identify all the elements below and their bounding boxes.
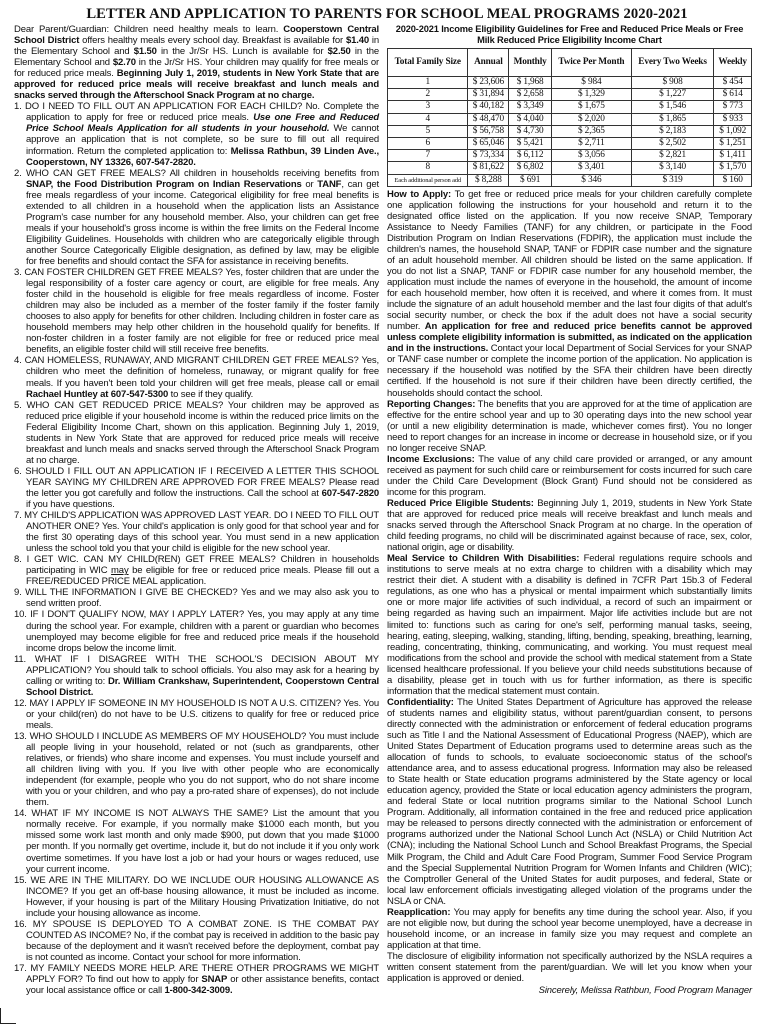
table-cell: $ 3,140 xyxy=(631,162,714,174)
table-cell: $ 1,865 xyxy=(631,113,714,125)
faq-item-7: 7. MY CHILD'S APPLICATION WAS APPROVED LAST YEAR. DO I NEED TO FILL OUT ANOTHER ONE? Yes. Your child's application is only good for that school year and for the first 30 operating days of this school year. You must send in a new application unless the school told you that your child is eligible for the new school year. xyxy=(14,510,379,555)
table-cell: $ 691 xyxy=(509,174,552,186)
table-row xyxy=(388,77,752,89)
table-cell: $ 4,730 xyxy=(509,125,552,137)
left-column xyxy=(14,24,379,996)
table-cell: $ 346 xyxy=(551,174,631,186)
table-cell: $ 3,401 xyxy=(551,162,631,174)
faq-item-8: 8. I GET WIC. CAN MY CHILD(REN) GET FREE MEALS? Children in households participating in WIC may be eligible for free or reduced price meals. Please fill out a FREE/REDUCED PRICE MEAL application. xyxy=(14,554,379,588)
table-cell: $ 2,821 xyxy=(631,150,714,162)
faq-item-4: 4. CAN HOMELESS, RUNAWAY, AND MIGRANT CHILDREN GET FREE MEALS? Yes, children who meet the definition of homeless, runaway, or migrant qualify for free meals. If you haven't been told your children will get free meals, please call or email Rachael Huntley at 607-547-5300 to see if they qualify. xyxy=(14,355,379,400)
corner-mark xyxy=(0,1008,16,1024)
faq-item-14: 14. WHAT IF MY INCOME IS NOT ALWAYS THE SAME? List the amount that you normally receive. For example, if you normally make $1000 each month, but you missed some work last month and only made $900, put down that you made $1000 per month. If you normally get overtime, include it, but do not include it if you only work overtime sometimes. If you have lost a job or had your hours or wages reduced, use your current income. xyxy=(14,808,379,875)
column-header: Every Two Weeks xyxy=(631,49,714,77)
table-cell: $ 2,502 xyxy=(631,137,714,149)
table-cell: 4 xyxy=(388,113,468,125)
table-cell: $ 56,758 xyxy=(468,125,509,137)
table-row xyxy=(388,101,752,113)
faq-item-6: 6. SHOULD I FILL OUT AN APPLICATION IF I RECEIVED A LETTER THIS SCHOOL YEAR SAYING MY CHILDREN ARE APPROVED FOR FREE MEALS? Please read the letter you got carefully and follow the instructions. Call the school at 607-547-2820 if you have questions. xyxy=(14,465,379,511)
table-cell: $ 1,968 xyxy=(509,77,552,89)
table-cell: $ 2,183 xyxy=(631,125,714,137)
table-cell: 7 xyxy=(388,150,468,162)
how-to-apply-section: How to Apply: To get free or reduced price meals for your children carefully complete one application following the instructions for your household and return it to the designated office listed on the application. If you now receive SNAP, Temporary Assistance to Needy Families (TANF) for any children, or participate in the Food Distribution Program on Indian Reservations (FDPIR), the application must include the children's names, the household SNAP, TANF or FDPIR case number and the signature of an adult household member. All children should be listed on the same application. If you do not list a SNAP, TANF or FDPIR case number for any household member, the application must include the names of everyone in the household, the amount of income for each household member, how often it is received, and where it comes from. It must include the signature of an adult household member and the last four digits of that adult's social security number, or check the box if the adult does not have a social security number. An application for free and reduced price benefits cannot be approved unless complete eligibility information is submitted, as indicated on the application and in the instructions. Contact your local Department of Social Services for your SNAP or TANF case number or complete the income portion of the application. No application is necessary if the household was notified by the SFA their children have been directly certified. If the household is not sure if their children have been directly certified, the households should contact the school. xyxy=(387,188,753,399)
page-title: LETTER AND APPLICATION TO PARENTS FOR SCHOOL MEAL PROGRAMS 2020-2021 xyxy=(86,6,688,22)
intro-paragraph: Dear Parent/Guardian: Children need healthy meals to learn. Cooperstown Central School District offers healthy meals every school day. Breakfast is available for $1.40 in the Elementary School and $1.50 in the Jr/Sr HS. Lunch is available for $2.50 in the Elementary School and $2.70 in the Jr/Sr HS. Your children may qualify for free meals or for reduced price meals. Beginning July 1, 2019, students in New York State that are approved for reduced price meals will receive breakfast and lunch meals and snacks served through the Afterschool Snack Program at no charge. xyxy=(14,24,380,102)
faq-item-15: 15. WE ARE IN THE MILITARY. DO WE INCLUDE OUR HOUSING ALLOWANCE AS INCOME? If you get an off-base housing allowance, it must be included as income. However, if your housing is part of the Military Housing Privatization Initiative, do not include your housing allowance as income. xyxy=(14,874,379,919)
table-row xyxy=(388,150,752,162)
table-cell: $ 1,675 xyxy=(551,101,631,113)
table-cell: $ 1,251 xyxy=(714,137,752,149)
faq-item-17: 17. MY FAMILY NEEDS MORE HELP. ARE THERE OTHER PROGRAMS WE MIGHT APPLY FOR? To find out how to apply for SNAP or other assistance benefits, contact your local assistance office or call 1-800-342-3009. xyxy=(14,962,379,997)
column-header: Total Family Size xyxy=(388,49,468,77)
table-row xyxy=(388,174,752,186)
table-cell: $ 31,894 xyxy=(468,89,509,101)
table-cell: $ 73,334 xyxy=(468,150,509,162)
table-cell: $ 908 xyxy=(631,77,714,89)
table-cell: $ 2,658 xyxy=(509,89,552,101)
table-cell: $ 1,227 xyxy=(631,89,714,101)
reporting-changes-section: Reporting Changes: The benefits that you are approved for at the time of application are effective for the entire school year and up to 30 operating days into the new school year (or until a new eligibility determination is made, whichever comes first). You no longer need to report changes for an increase in income or decrease in household size, or if you no longer receive SNAP. xyxy=(387,398,752,454)
table-cell: 3 xyxy=(388,101,468,113)
disabilities-section: Meal Service to Children With Disabilities: Federal regulations require schools and institutions to serve meals at no extra charge to children with a disability which may restrict their diet. A student with a disability is defined in 7CFR Part 15b.3 of Federal regulations, as one who has a physical or mental impairment which substantially limits one or more major life activities of such individual, a record of such an impairment or being regarded as having such an impairment. Major life activities include but are not limited to: functions such as caring for one's self, performing manual tasks, seeing, hearing, eating, sleeping, walking, standing, lifting, bending, speaking, breathing, learning, reading, concentrating, thinking, communicating, and working. You must request meal modifications from the school and provide the school with medical statement from a State licensed healthcare professional. If you believe your child needs substitutions because of a disability, please get in touch with us for further information, as there is specific information that the medical statement must contain. xyxy=(387,553,752,697)
table-cell: $ 454 xyxy=(714,77,752,89)
table-row xyxy=(388,162,752,174)
column-header: Weekly xyxy=(714,49,752,77)
two-column-body xyxy=(14,24,760,996)
table-cell: $ 1,570 xyxy=(714,162,752,174)
confidentiality-section: Confidentiality: The United States Department of Agriculture has approved the release of students names and eligibility status, without parent/guardian consent, to persons directly connected with the administration or enforcement of federal education programs such as Title I and the National Assessment of Educational Progress (NAEP), which are United States Department of Education programs used to determine areas such as the allocation of funds to schools, to evaluate socioeconomic status of the school's attendance area, and to assess educational progress. Information may also be released to State health or State education programs administered by the State agency or local education agency, provided the State or local education agency administers the program, and federal State or local nutrition programs similar to the National School Lunch Program. Additionally, all information contained in the free and reduced price application may be released to persons directly connected with the administration or enforcement of programs authorized under the National School Lunch Act (NSLA) or Child Nutrition Act (CNA); including the National School Lunch and School Breakfast Programs, the Special Milk Program, the Child and Adult Care Food Program, Summer Food Service Program and the Special Supplemental Nutrition Program for Women Infants and Children (WIC); the Comptroller General of the United States for audit purposes, and federal, State or local law enforcement officials investigating alleged violation of the programs under the NSLA or CNA. xyxy=(387,696,752,907)
table-cell: $ 1,546 xyxy=(631,101,714,113)
table-cell: $ 3,349 xyxy=(509,101,552,113)
table-row xyxy=(388,113,752,125)
table-cell: $ 65,046 xyxy=(468,137,509,149)
faq-item-13: 13. WHO SHOULD I INCLUDE AS MEMBERS OF MY HOUSEHOLD? You must include all people living in your household, related or not (such as grandparents, other relatives, or friends) who share income and expenses. You must include yourself and all children living with you. If you live with other people who are economically independent (for example, people who you do not support, who do not share income with you or your children, and who pay a pro-rated share of expenses), do not include them. xyxy=(14,731,379,809)
table-cell: 5 xyxy=(388,125,468,137)
table-cell: $ 933 xyxy=(714,113,752,125)
faq-item-5: 5. WHO CAN GET REDUCED PRICE MEALS? Your children may be approved as reduced price eligible if your household income is within the reduced price limits on the Federal Eligibility Income Chart, shown on this application. Beginning July 1, 2019, students in New York State that are approved for reduced price meals will receive breakfast and lunch meals and snacks served through the Afterschool Snack Program at no charge. xyxy=(14,399,379,466)
table-cell: $ 81,622 xyxy=(468,162,509,174)
faq-item-11: 11. WHAT IF I DISAGREE WITH THE SCHOOL'S DECISION ABOUT MY APPLICATION? You should talk to school officials. You also may ask for a hearing by calling or writing to: Dr. William Crankshaw, Superintendent, Cooperstown Central School District. xyxy=(14,653,379,698)
table-cell: $ 160 xyxy=(714,174,752,186)
table-cell: Each additional person add xyxy=(388,174,468,186)
reapplication-section: Reapplication: You may apply for benefits any time during the school year. Also, if you are not eligible now, but during the school year become unemployed, have a decrease in household income, or an increase in family size you may request and complete an application at that time. xyxy=(387,906,752,951)
table-cell: $ 48,470 xyxy=(468,113,509,125)
income-chart-title: 2020-2021 Income Eligibility Guidelines for Free and Reduced Price Meals or Free Milk Reduced Price Eligibility Income Chart xyxy=(395,24,744,45)
income-exclusions-section: Income Exclusions: The value of any child care provided or arranged, or any amount received as payment for such child care or reimbursement for costs incurred for such care under the Child Care Development (Block Grant) Fund should not be considered as income for this program. xyxy=(387,453,752,498)
table-cell: $ 1,411 xyxy=(714,150,752,162)
faq-item-12: 12. MAY I APPLY IF SOMEONE IN MY HOUSEHOLD IS NOT A U.S. CITIZEN? Yes. You or your child(ren) do not have to be U.S. citizens to qualify for free or reduced price meals. xyxy=(14,697,379,731)
column-header: Monthly xyxy=(509,49,552,77)
table-cell: $ 3,056 xyxy=(551,150,631,162)
table-cell: 8 xyxy=(388,162,468,174)
table-cell: $ 23,606 xyxy=(468,77,509,89)
faq-list xyxy=(14,101,379,996)
table-cell: $ 2,020 xyxy=(551,113,631,125)
right-column xyxy=(387,24,752,996)
table-body xyxy=(388,77,752,187)
faq-item-9: 9. WILL THE INFORMATION I GIVE BE CHECKED? Yes and we may also ask you to send written proof. xyxy=(14,587,379,610)
table-cell: $ 8,288 xyxy=(468,174,509,186)
table-cell: $ 6,112 xyxy=(509,150,552,162)
table-cell: $ 319 xyxy=(631,174,714,186)
table-cell: $ 2,365 xyxy=(551,125,631,137)
table-row xyxy=(388,137,752,149)
table-cell: $ 4,040 xyxy=(509,113,552,125)
faq-item-16: 16. MY SPOUSE IS DEPLOYED TO A COMBAT ZONE. IS THE COMBAT PAY COUNTED AS INCOME? No, if the combat pay is received in addition to the basic pay because of the deployment and it wasn't received before the deployment, combat pay is not counted as income. Contact your school for more information. xyxy=(14,918,379,963)
table-row xyxy=(388,89,752,101)
column-header: Annual xyxy=(468,49,509,77)
disclosure-paragraph: The disclosure of eligibility information not specifically authorized by the NSLA requires a written consent statement from the parent/guardian. We will let you know when your application is approved or denied. xyxy=(387,950,752,985)
signature-line: Sincerely, Melissa Rathbun, Food Program Manager xyxy=(538,985,752,997)
income-eligibility-table xyxy=(387,48,752,187)
reduced-price-section: Reduced Price Eligible Students: Beginning July 1, 2019, students in New York State that are approved for reduced price meals will receive breakfast and lunch meals and snacks served through the Afterschool Snack Program at no charge. In the operation of child feeding programs, no child will be discriminated against because of race, sex, color, national origin, age or disability. xyxy=(387,498,752,554)
table-cell: 6 xyxy=(388,137,468,149)
faq-item-1: 1. DO I NEED TO FILL OUT AN APPLICATION FOR EACH CHILD? No. Complete the application to apply for free or reduced price meals. Use one Free and Reduced Price School Meals Application for all students in your household. We cannot approve an application that is not complete, so be sure to fill out all required information. Return the completed application to: Melissa Rathbun, 39 Linden Ave., Cooperstown, NY 13326, 607-547-2820. xyxy=(14,101,379,168)
table-cell: 2 xyxy=(388,89,468,101)
faq-item-10: 10. IF I DON'T QUALIFY NOW, MAY I APPLY LATER? Yes, you may apply at any time during the school year. For example, children with a parent or guardian who becomes unemployed may become eligible for free and reduced price meals if the household income drops below the income limit. xyxy=(14,609,379,654)
table-cell: $ 6,802 xyxy=(509,162,552,174)
faq-item-2: 2. WHO CAN GET FREE MEALS? All children in households receiving benefits from SNAP, the Food Distribution Program on Indian Reservations or TANF, can get free meals regardless of your income. Categorical eligibility for free meal benefits is extended to all children in a household when the application lists an Assistance Program's case number for any household member. Also, your children can get free meals if your household's gross income is within the free limits on the Federal Income Eligibility Guidelines. Households with children who are categorically eligible through another Source Categorically Eligible designation, as defined by law, may be eligible for free benefits and should contact the SFA for assistance in receiving benefits. xyxy=(14,167,379,267)
table-cell: $ 1,092 xyxy=(714,125,752,137)
table-cell: $ 984 xyxy=(551,77,631,89)
faq-item-3: 3. CAN FOSTER CHILDREN GET FREE MEALS? Yes, foster children that are under the legal responsibility of a foster care agency or court, are eligible for free meals. Any foster child in the household is eligible for free meals regardless of income. Foster children may also be included as a member of the foster family if the foster family chooses to also apply for benefits for other children. Including children in foster care as household members may help other children in the household qualify for benefits. If non-foster children in a foster family are not eligible for free or reduced price meal benefits, an eligible foster child will still receive free benefits. xyxy=(14,267,379,356)
table-cell: $ 5,421 xyxy=(509,137,552,149)
table-header-row xyxy=(388,49,752,77)
table-cell: $ 614 xyxy=(714,89,752,101)
table-cell: $ 2,711 xyxy=(551,137,631,149)
table-row xyxy=(388,125,752,137)
table-cell: $ 40,182 xyxy=(468,101,509,113)
column-header: Twice Per Month xyxy=(551,49,631,77)
table-cell: $ 1,329 xyxy=(551,89,631,101)
table-cell: $ 773 xyxy=(714,101,752,113)
table-cell: 1 xyxy=(388,77,468,89)
